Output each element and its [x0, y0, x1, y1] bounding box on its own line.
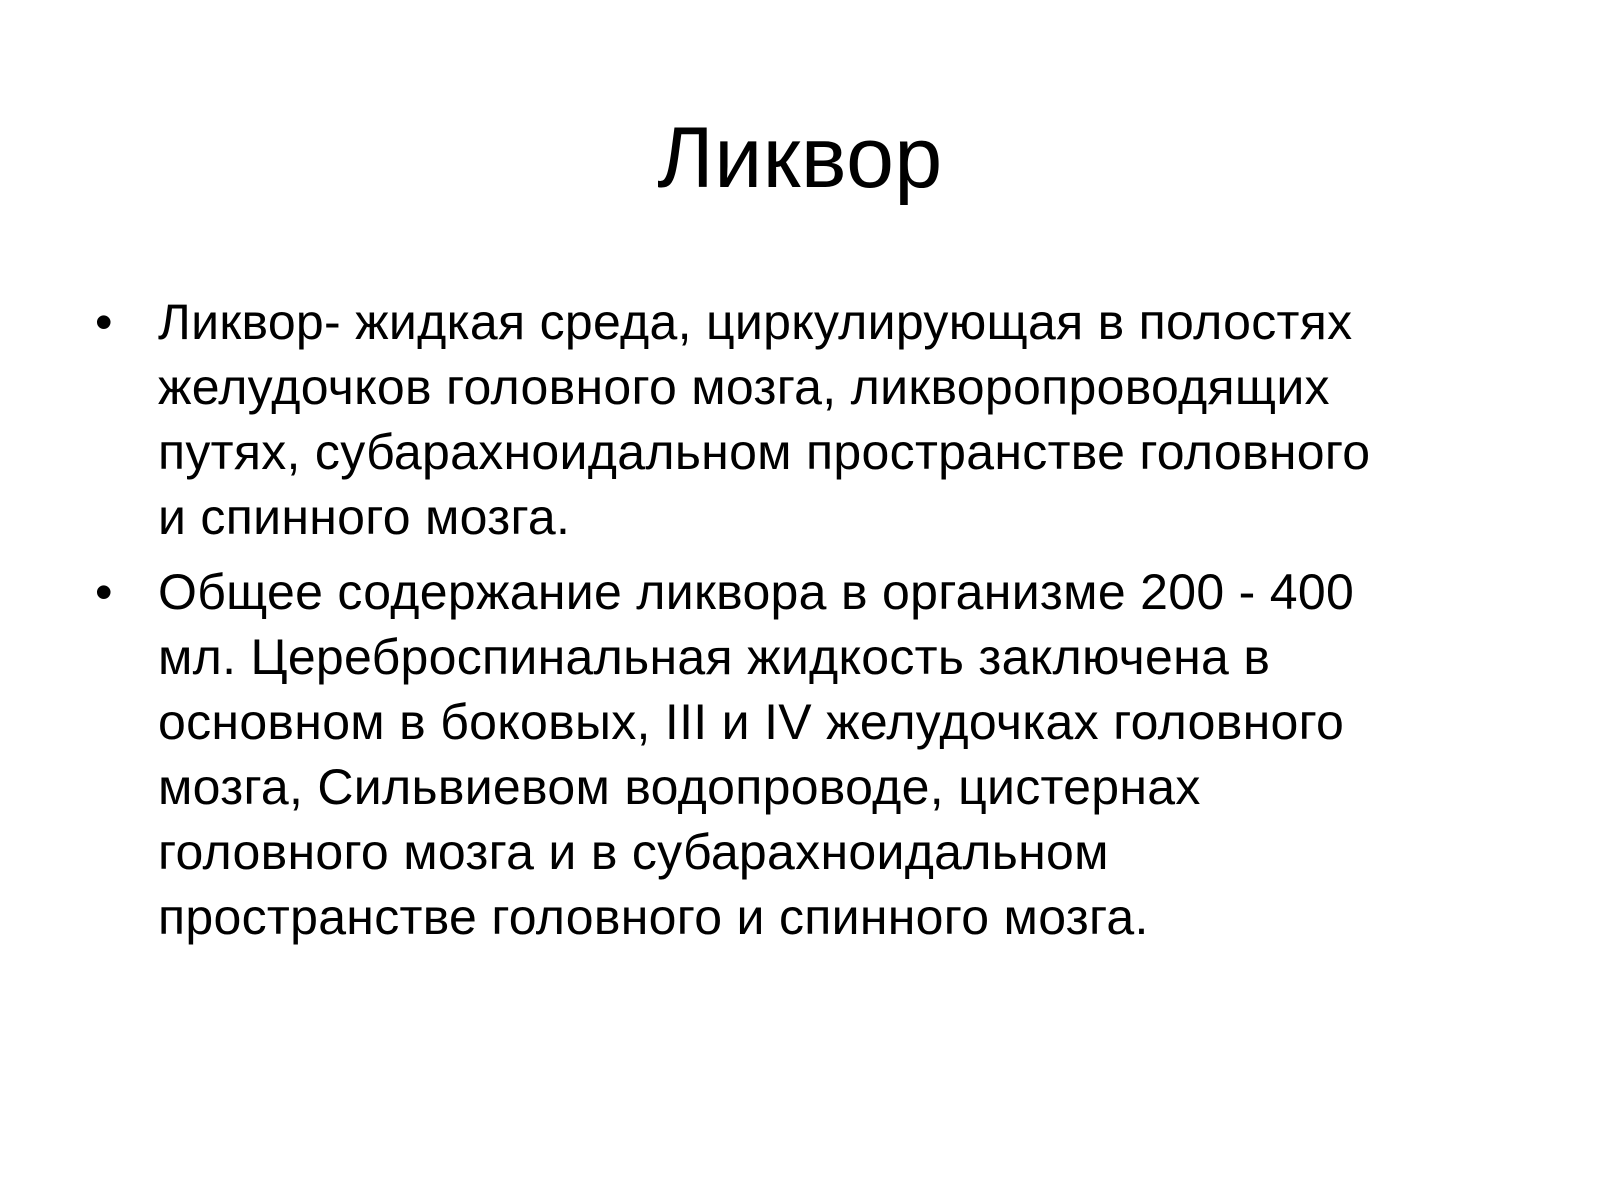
- bullet-text-line: головного мозга и в субарахноидальном: [158, 824, 1109, 880]
- bullet-text-line: мл. Цереброспинальная жидкость заключена в: [158, 629, 1271, 685]
- bullet-text-line: и спинного мозга.: [158, 489, 571, 545]
- bullet-text-line: основном в боковых, III и IV желудочках головного: [158, 694, 1345, 750]
- bullet-list: [95, 290, 1555, 960]
- bullet-text-line: пространстве головного и спинного мозга.: [158, 889, 1149, 945]
- bullet-text-line: Ликвор- жидкая среда, циркулирующая в полостях: [158, 294, 1353, 350]
- bullet-text-line: путях, субарахноидальном пространстве головного: [158, 424, 1371, 480]
- slide-title: Ликвор: [657, 110, 943, 206]
- bullet-item: [95, 290, 1555, 550]
- bullet-text-line: желудочков головного мозга, ликворопроводящих: [158, 359, 1330, 415]
- bullet-icon: •: [95, 294, 113, 350]
- bullet-item: [95, 560, 1555, 950]
- bullet-icon: •: [95, 564, 113, 620]
- bullet-text-line: Общее содержание ликвора в организме 200 - 400: [158, 564, 1355, 620]
- bullet-text-line: мозга, Сильвиевом водопроводе, цистернах: [158, 759, 1201, 815]
